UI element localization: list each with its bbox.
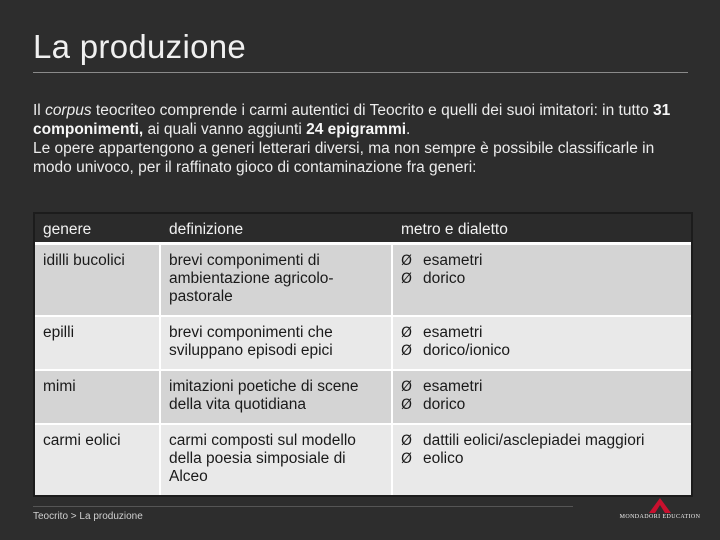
list-item: Ø esametri [401,378,483,395]
arrow-bullet-icon: Ø [401,397,413,413]
count-epigrammi: 24 epigrammi [306,121,407,138]
intro-paragraph-1: Il corpus teocriteo comprende i carmi autentici di Teocrito e quelli dei suoi imitatori: in tutto 31 componimenti, ai quali vanno aggiunti 24 epigrammi. [33,102,671,138]
arrow-bullet-icon: Ø [401,325,413,341]
mondadori-rose-icon [649,498,671,513]
table-header-row [35,213,691,244]
intro-paragraph-2: Le opere appartengono a generi letterari diversi, ma non sempre è possibile classificarle in modo univoco, per il raffinato gioco di contaminazione fra generi: [33,140,655,176]
table-row [35,370,691,424]
logo-text: MONDADORI EDUCATION [619,514,701,520]
cell-definizione: carmi composti sul modello della poesia simposiale di Alceo [160,424,392,495]
cell-genere: carmi eolici [35,424,160,495]
arrow-bullet-icon: Ø [401,379,413,395]
corpus-term: corpus [45,102,92,119]
cell-definizione: brevi componimenti che sviluppano episodi epici [160,316,392,370]
list-item: Ø dattili eolici/asclepiadei maggiori [401,432,645,449]
cell-definizione: brevi componimenti di ambientazione agricolo-pastorale [160,244,392,317]
genres-table [33,212,693,497]
arrow-bullet-icon: Ø [401,433,413,449]
cell-definizione: imitazioni poetiche di scene della vita quotidiana [160,370,392,424]
cell-metro [392,370,691,424]
arrow-bullet-icon: Ø [401,451,413,467]
list-item: Ø esametri [401,252,483,269]
title-divider [33,72,688,73]
table-row [35,316,691,370]
table-row [35,424,691,495]
intro-text [33,101,693,177]
list-item: Ø dorico [401,396,466,413]
list-item: Ø dorico/ionico [401,342,511,359]
cell-metro [392,424,691,495]
header-metro-dialetto: metro e dialetto [392,213,691,244]
list-item: Ø eolico [401,450,464,467]
table-row [35,244,691,317]
publisher-logo [618,498,702,520]
header-genere: genere [35,213,160,244]
arrow-bullet-icon: Ø [401,253,413,269]
cell-metro [392,244,691,317]
count-componimenti: 31 componimenti, [33,102,671,138]
list-item: Ø dorico [401,270,466,287]
page-title: La produzione [33,28,247,65]
footer-breadcrumb: Teocrito > La produzione [33,511,143,522]
cell-genere: mimi [35,370,160,424]
list-item: Ø esametri [401,324,483,341]
arrow-bullet-icon: Ø [401,343,413,359]
footer-divider [33,506,573,507]
arrow-bullet-icon: Ø [401,271,413,287]
cell-genere: idilli bucolici [35,244,160,317]
cell-metro [392,316,691,370]
header-definizione: definizione [160,213,392,244]
cell-genere: epilli [35,316,160,370]
